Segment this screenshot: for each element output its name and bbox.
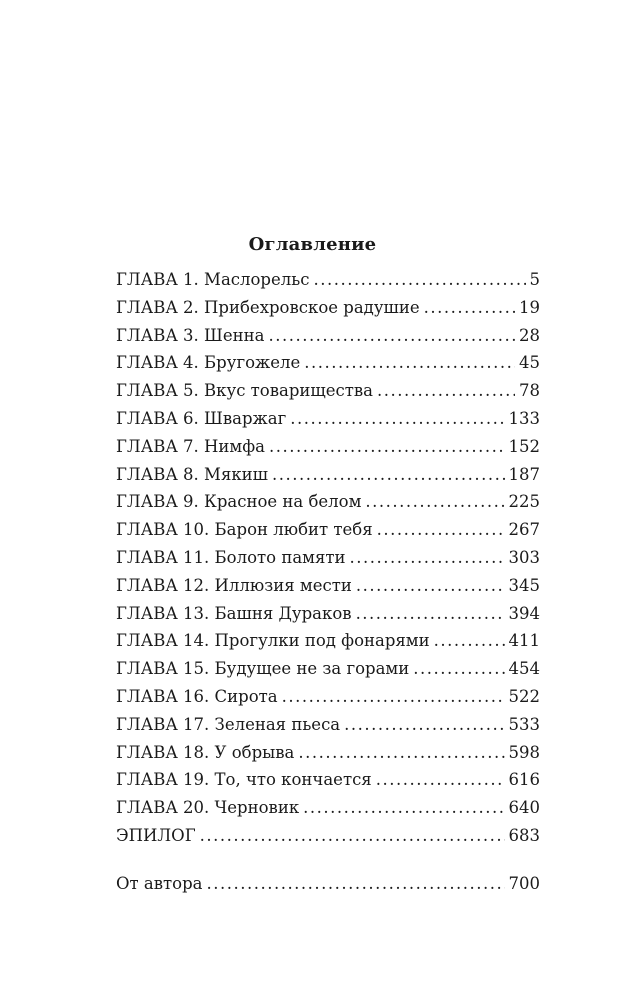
toc-entry-label: ГЛАВА 20. Черновик (116, 798, 300, 818)
toc-entry[interactable] (116, 739, 540, 767)
toc-entry[interactable] (116, 294, 540, 322)
dot-leader (290, 405, 504, 433)
toc-entry-label: ГЛАВА 13. Башня Дураков (116, 603, 352, 623)
toc-entry-page: 28 (519, 325, 540, 345)
toc-entry[interactable] (116, 655, 540, 683)
toc-entry-page: 394 (508, 603, 540, 623)
toc-entry-page: 45 (519, 353, 540, 373)
toc-entry-page: 683 (508, 825, 540, 845)
dot-leader (376, 766, 505, 794)
dot-leader (365, 488, 504, 516)
toc-entry-page: 598 (508, 742, 540, 762)
dot-leader (344, 711, 504, 739)
dot-leader (434, 627, 505, 655)
toc-entry-label: ГЛАВА 3. Шенна (116, 325, 265, 345)
toc-entry-page: 640 (508, 798, 540, 818)
dot-leader (413, 655, 504, 683)
toc-entry-label: ГЛАВА 11. Болото памяти (116, 547, 346, 567)
toc-entry[interactable] (116, 433, 540, 461)
toc-entry[interactable] (116, 377, 540, 405)
dot-leader (356, 600, 505, 628)
dot-leader (303, 794, 504, 822)
toc-entry-label: ГЛАВА 1. Маслорельс (116, 270, 310, 289)
toc-entry-label: ГЛАВА 7. Нимфа (116, 436, 266, 456)
toc-entry[interactable] (116, 766, 540, 794)
toc-entry[interactable] (116, 405, 540, 433)
dot-leader (350, 544, 505, 572)
toc-entry-label: ЭПИЛОГ (116, 825, 196, 845)
toc-entry-page: 225 (508, 492, 540, 512)
toc-entry-page: 345 (508, 575, 540, 595)
dot-leader (272, 461, 505, 489)
toc-entry-label: ГЛАВА 10. Барон любит тебя (116, 520, 373, 540)
toc-entry-label: ГЛАВА 6. Шваржаг (116, 408, 287, 428)
dot-leader (313, 266, 525, 294)
toc-entry-label: ГЛАВА 4. Бругожеле (116, 353, 301, 373)
toc-entry[interactable] (116, 516, 540, 544)
toc-spacer (116, 850, 540, 870)
toc-entry[interactable] (116, 794, 540, 822)
dot-leader (282, 683, 505, 711)
toc-entry-page: 133 (508, 408, 540, 428)
toc-entry-label: ГЛАВА 18. У обрыва (116, 742, 295, 762)
dot-leader (424, 294, 515, 322)
toc-entry-label: ГЛАВА 12. Иллюзия мести (116, 575, 352, 595)
dot-leader (377, 516, 505, 544)
toc-entry-page: 700 (508, 873, 540, 893)
dot-leader (304, 349, 515, 377)
toc-entry[interactable] (116, 488, 540, 516)
toc-entry-label: ГЛАВА 15. Будущее не за горами (116, 659, 410, 679)
toc-entry-page: 19 (519, 297, 540, 317)
toc-entry[interactable] (116, 322, 540, 350)
dot-leader (298, 739, 504, 767)
toc-entry-label: ГЛАВА 19. То, что кончается (116, 770, 372, 790)
toc-entry-label: ГЛАВА 8. Мякиш (116, 464, 268, 484)
toc-entry[interactable] (116, 461, 540, 489)
toc-entry-page: 533 (508, 714, 540, 734)
toc-entry[interactable] (116, 711, 540, 739)
toc-entry-label: ГЛАВА 16. Сирота (116, 686, 278, 706)
toc-entry[interactable] (116, 683, 540, 711)
dot-leader (268, 322, 515, 350)
toc-entry[interactable] (116, 349, 540, 377)
table-of-contents (116, 266, 540, 898)
toc-entry[interactable] (116, 266, 540, 294)
dot-leader (356, 572, 505, 600)
toc-entry-label: ГЛАВА 5. Вкус товарищества (116, 381, 374, 401)
dot-leader (200, 822, 505, 850)
toc-entry[interactable] (116, 627, 540, 655)
toc-entry-epilogue[interactable] (116, 822, 540, 850)
toc-entry-label: От автора (116, 873, 203, 893)
toc-entry-label: ГЛАВА 14. Прогулки под фонарями (116, 631, 430, 651)
toc-entry-page: 5 (529, 270, 540, 289)
toc-entry-page: 411 (508, 631, 540, 651)
toc-entry-page: 187 (508, 464, 540, 484)
toc-entry-page: 78 (519, 381, 540, 401)
toc-entry-page: 616 (508, 770, 540, 790)
toc-entry[interactable] (116, 600, 540, 628)
toc-entry-afterword[interactable] (116, 870, 540, 898)
toc-entry-page: 152 (508, 436, 540, 456)
toc-entry-page: 454 (508, 659, 540, 679)
toc-entry-page: 267 (508, 520, 540, 540)
dot-leader (269, 433, 504, 461)
toc-title: Оглавление (248, 234, 377, 255)
toc-entry-page: 522 (508, 686, 540, 706)
toc-entry-label: ГЛАВА 2. Прибехровское радушие (116, 297, 420, 317)
dot-leader (207, 870, 505, 898)
toc-entry-label: ГЛАВА 9. Красное на белом (116, 492, 362, 512)
dot-leader (377, 377, 515, 405)
toc-entry[interactable] (116, 544, 540, 572)
toc-entry-label: ГЛАВА 17. Зеленая пьеса (116, 714, 341, 734)
toc-entry[interactable] (116, 572, 540, 600)
toc-entry-page: 303 (508, 547, 540, 567)
